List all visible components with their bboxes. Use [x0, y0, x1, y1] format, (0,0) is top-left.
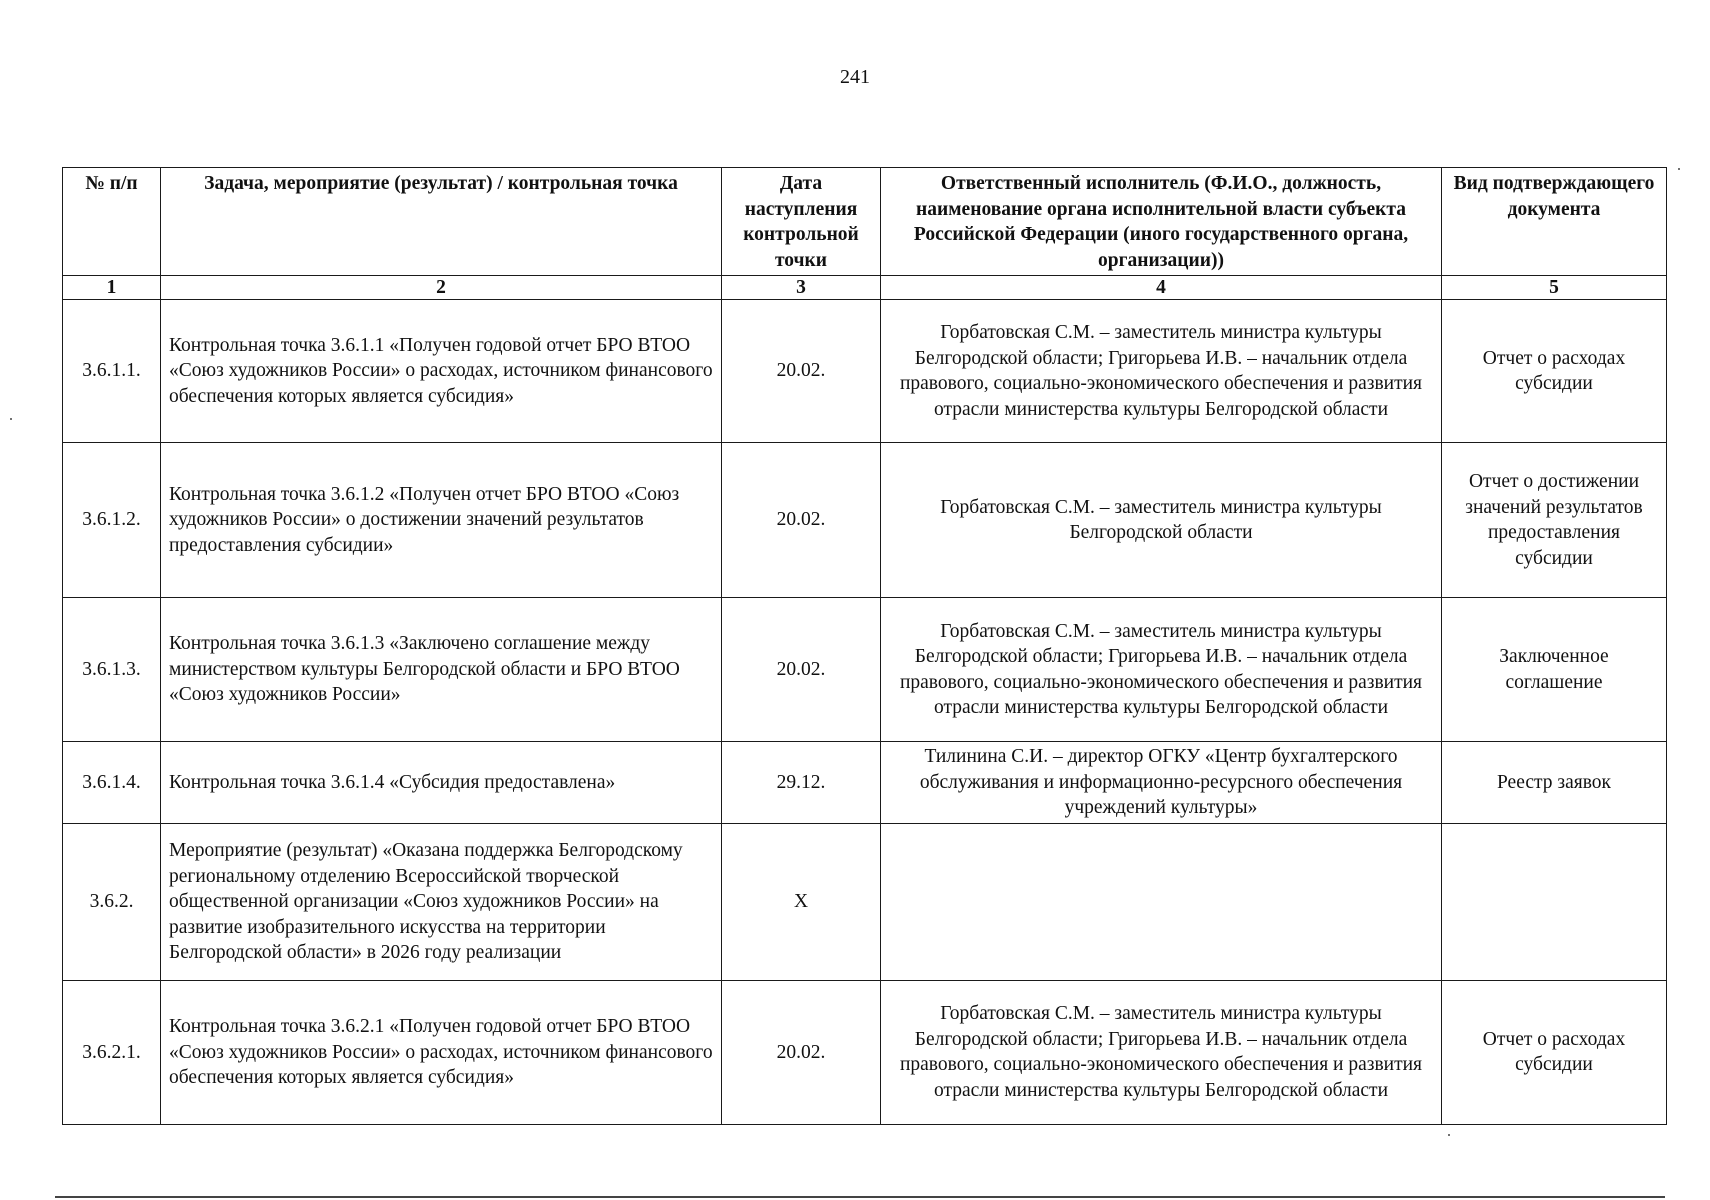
- header-document: Вид подтверждающего документа: [1442, 168, 1667, 276]
- scan-speck: [1678, 168, 1680, 170]
- row-date: Х: [722, 823, 881, 980]
- row-document: Отчет о расходах субсидии: [1442, 300, 1667, 443]
- column-number: 3: [722, 276, 881, 300]
- table-row: [63, 300, 1667, 443]
- row-document: [1442, 823, 1667, 980]
- row-number: 3.6.1.4.: [63, 742, 161, 824]
- row-task: Контрольная точка 3.6.1.4 «Субсидия предоставлена»: [161, 742, 722, 824]
- row-responsible: [881, 823, 1442, 980]
- table-header-row: [63, 168, 1667, 276]
- row-document: Реестр заявок: [1442, 742, 1667, 824]
- table-row: [63, 443, 1667, 598]
- column-number-row: [63, 276, 1667, 300]
- row-document: Заключенное соглашение: [1442, 598, 1667, 742]
- header-date: Дата наступления контрольной точки: [722, 168, 881, 276]
- row-date: 29.12.: [722, 742, 881, 824]
- row-document: Отчет о расходах субсидии: [1442, 980, 1667, 1124]
- row-number: 3.6.2.: [63, 823, 161, 980]
- page-number: 241: [840, 66, 870, 88]
- row-date: 20.02.: [722, 598, 881, 742]
- row-responsible: Горбатовская С.М. – заместитель министра культуры Белгородской области; Григорьева И.В. – начальник отдела правового, социально-экономического обеспечения и развития отрасли министерства культуры Белгородской области: [881, 300, 1442, 443]
- row-responsible: Горбатовская С.М. – заместитель министра культуры Белгородской области; Григорьева И.В. – начальник отдела правового, социально-экономического обеспечения и развития отрасли министерства культуры Белгородской области: [881, 980, 1442, 1124]
- row-task: Контрольная точка 3.6.1.3 «Заключено соглашение между министерством культуры Белгородской области и БРО ВТОО «Союз художников России»: [161, 598, 722, 742]
- row-number: 3.6.1.2.: [63, 443, 161, 598]
- row-number: 3.6.1.1.: [63, 300, 161, 443]
- row-task: Контрольная точка 3.6.2.1 «Получен годовой отчет БРО ВТОО «Союз художников России» о расходах, источником финансового обеспечения которых является субсидия»: [161, 980, 722, 1124]
- column-number: 4: [881, 276, 1442, 300]
- row-responsible: Тилинина С.И. – директор ОГКУ «Центр бухгалтерского обслуживания и информационно-ресурсного обеспечения учреждений культуры»: [881, 742, 1442, 824]
- column-number: 2: [161, 276, 722, 300]
- row-responsible: Горбатовская С.М. – заместитель министра культуры Белгородской области: [881, 443, 1442, 598]
- scan-speck: [10, 418, 12, 420]
- header-task: Задача, мероприятие (результат) / контрольная точка: [161, 168, 722, 276]
- header-num: № п/п: [63, 168, 161, 276]
- control-points-table: [62, 167, 1667, 1125]
- row-date: 20.02.: [722, 300, 881, 443]
- row-date: 20.02.: [722, 980, 881, 1124]
- row-number: 3.6.1.3.: [63, 598, 161, 742]
- row-responsible: Горбатовская С.М. – заместитель министра культуры Белгородской области; Григорьева И.В. – начальник отдела правового, социально-экономического обеспечения и развития отрасли министерства культуры Белгородской области: [881, 598, 1442, 742]
- row-task: Контрольная точка 3.6.1.1 «Получен годовой отчет БРО ВТОО «Союз художников России» о расходах, источником финансового обеспечения которых является субсидия»: [161, 300, 722, 443]
- row-number: 3.6.2.1.: [63, 980, 161, 1124]
- header-responsible: Ответственный исполнитель (Ф.И.О., должность, наименование органа исполнительной власти субъекта Российской Федерации (иного государственного органа, организации)): [881, 168, 1442, 276]
- column-number: 1: [63, 276, 161, 300]
- table-row: [63, 980, 1667, 1124]
- column-number: 5: [1442, 276, 1667, 300]
- row-date: 20.02.: [722, 443, 881, 598]
- scan-bottom-edge: [55, 1196, 1665, 1198]
- row-task: Контрольная точка 3.6.1.2 «Получен отчет БРО ВТОО «Союз художников России» о достижении значений результатов предоставления субсидии»: [161, 443, 722, 598]
- scan-speck: [1448, 1134, 1450, 1136]
- row-document: Отчет о достижении значений результатов предоставления субсидии: [1442, 443, 1667, 598]
- table-row: [63, 823, 1667, 980]
- table-row: [63, 598, 1667, 742]
- row-task: Мероприятие (результат) «Оказана поддержка Белгородскому региональному отделению Всероссийской творческой общественной организации «Союз художников России» на развитие изобразительного искусства на территории Белгородской области» в 2026 году реализации: [161, 823, 722, 980]
- table-row: [63, 742, 1667, 824]
